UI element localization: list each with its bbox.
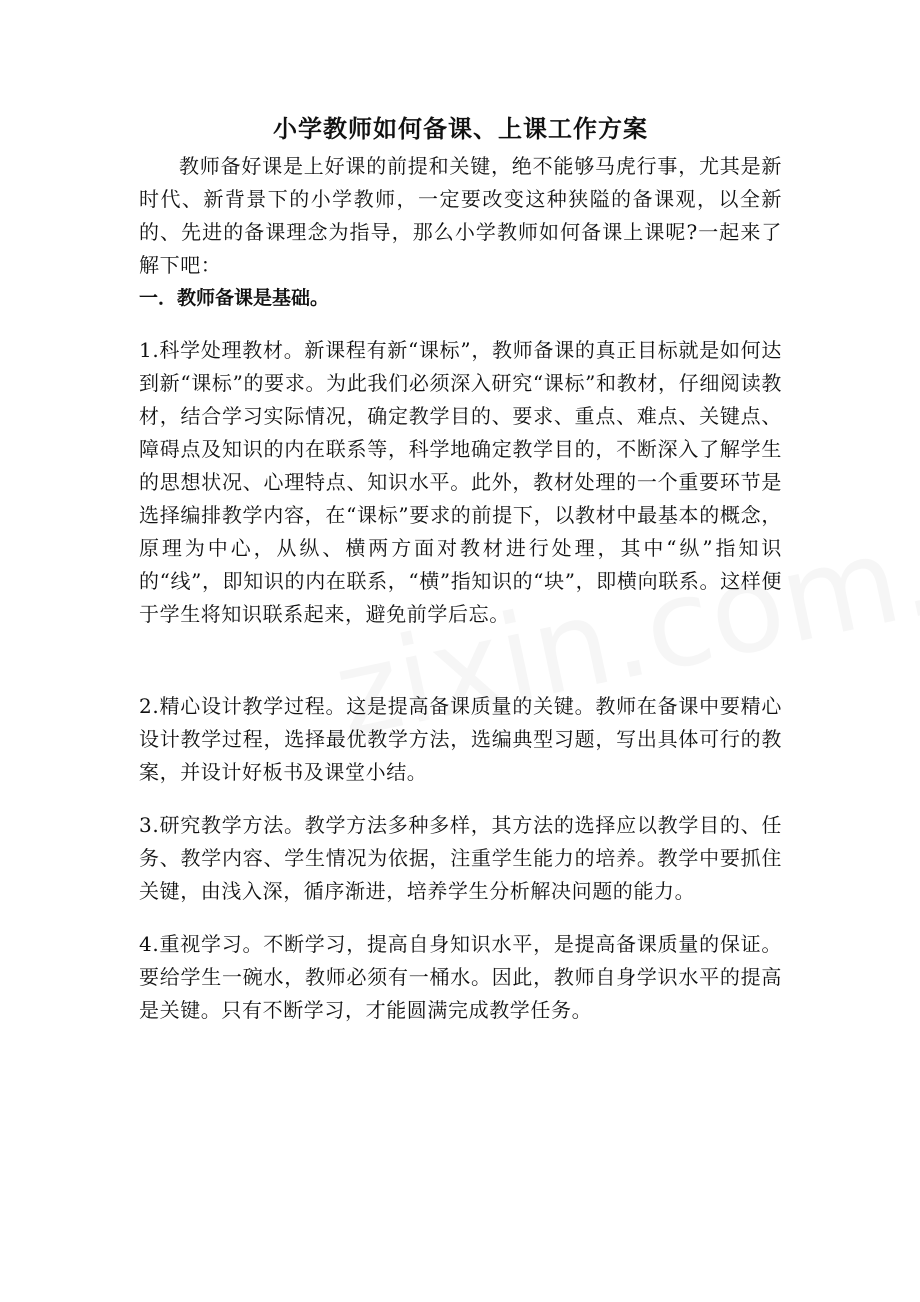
document-body — [139, 108, 782, 1027]
paragraph-3: 3.研究教学方法。教学方法多种多样，其方法的选择应以教学目的、任务、教学内容、学生情况为依据，注重学生能力的培养。教学中要抓住关键，由浅入深，循序渐进，培养学生分析解决问题的能力。 — [139, 813, 782, 903]
document-title: 小学教师如何备课、上课工作方案 — [273, 115, 648, 143]
intro-paragraph: 教师备好课是上好课的前提和关键，绝不能够马虎行事，尤其是新时代、新背景下的小学教师，一定要改变这种狭隘的备课观，以全新的、先进的备课理念为指导，那么小学教师如何备课上课呢?一起来了解下吧： — [139, 154, 782, 277]
paragraph-1: 1.科学处理教材。新课程有新“课标”，教师备课的真正目标就是如何达到新“课标”的要求。为此我们必须深入研究“课标”和教材，仔细阅读教材，结合学习实际情况，确定教学目的、要求、重点、难点、关键点、障碍点及知识的内在联系等，科学地确定教学目的，不断深入了解学生的思想状况、心理特点、知识水平。此外，教材处理的一个重要环节是选择编排教学内容，在“课标”要求的前提下，以教材中最基本的概念，原理为中心，从纵、横两方面对教材进行处理，其中“纵”指知识的“线”，即知识的内在联系，“横”指知识的“块”，即横向联系。这样便于学生将知识联系起来，避免前学后忘。 — [139, 338, 782, 626]
paragraph-2: 2.精心设计教学过程。这是提高备课质量的关键。教师在备课中要精心设计教学过程，选择最优教学方法，选编典型习题，写出具体可行的教案，并设计好板书及课堂小结。 — [139, 694, 782, 784]
section-heading: 一．教师备课是基础。 — [139, 287, 330, 309]
paragraph-4: 4.重视学习。不断学习，提高自身知识水平，是提高备课质量的保证。要给学生一碗水，教师必须有一桶水。因此，教师自身学识水平的提高是关键。只有不断学习，才能圆满完成教学任务。 — [139, 932, 782, 1022]
